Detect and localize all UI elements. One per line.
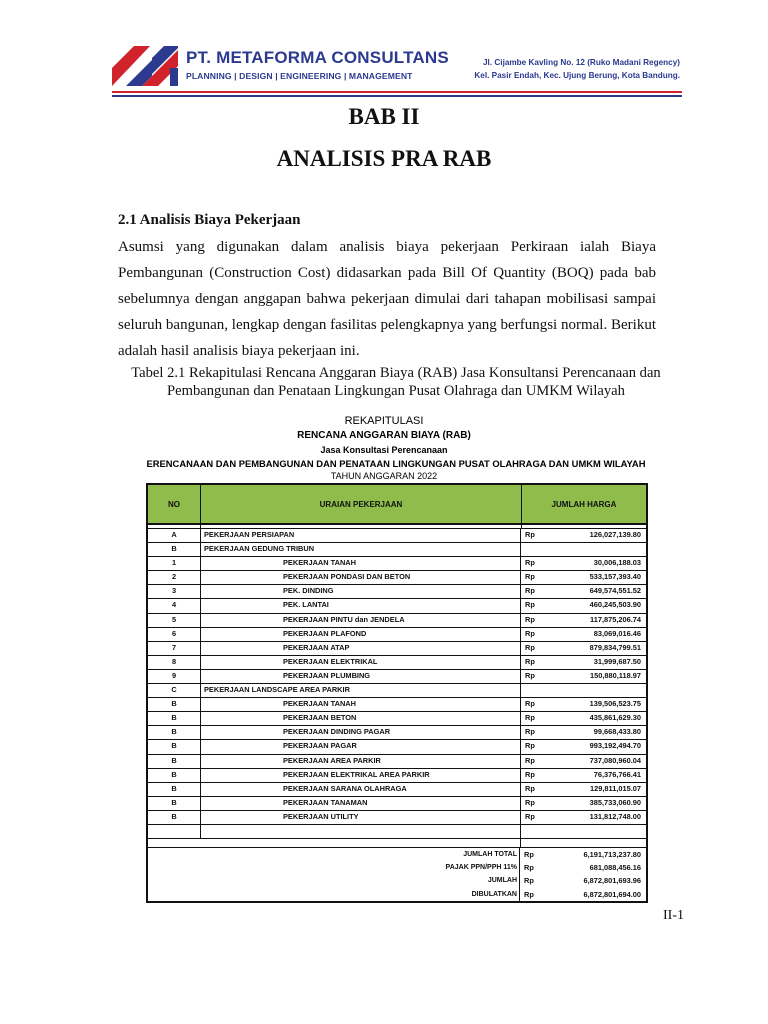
row-currency: Rp: [525, 572, 535, 582]
table-row: [148, 557, 646, 571]
row-uraian: PEKERJAAN PERSIAPAN: [201, 529, 521, 542]
table-row: [148, 656, 646, 670]
total-label: PAJAK PPN/PPH 11%: [148, 861, 520, 874]
row-no: B: [148, 769, 201, 782]
company-tagline: PLANNING | DESIGN | ENGINEERING | MANAGEMENT: [186, 71, 413, 81]
row-currency: Rp: [525, 642, 535, 652]
row-uraian: PEKERJAAN AREA PARKIR: [201, 755, 521, 768]
total-amount: 681,088,456.16: [589, 863, 641, 873]
sheet-title: RENCANA ANGGARAN BIAYA (RAB): [297, 430, 471, 441]
row-amount: 435,861,629.30: [589, 713, 641, 723]
table-row: [148, 571, 646, 585]
paragraph-text: Asumsi yang digunakan dalam analisis biaya pekerjaan Perkiraan ialah Biaya Pembangunan (Construction Cost) didasarkan pada Bill Of Quantity (BOQ) pada bab sebelumnya dengan anggapan bahwa pekerjaan dimulai dari tahapan mobilisasi sampai seluruh bangunan, lengkap dengan fasilitas pelengkapnya yang berfungsi normal. Berikut adalah hasil analisis biaya pekerjaan ini.: [118, 239, 656, 359]
row-uraian: PEKERJAAN PLAFOND: [201, 628, 521, 641]
row-no: 3: [148, 585, 201, 598]
total-amount: 6,872,801,694.00: [583, 889, 641, 899]
address-line: Jl. Cijambe Kavling No. 12 (Ruko Madani Regency): [483, 58, 680, 67]
total-currency: Rp: [524, 849, 534, 859]
row-amount: 126,027,139.80: [589, 530, 641, 539]
row-no: B: [148, 740, 201, 753]
row-currency: Rp: [525, 769, 535, 779]
row-uraian: PEKERJAAN ATAP: [201, 642, 521, 655]
table-row: [148, 599, 646, 613]
row-amount: 76,376,766.41: [593, 769, 641, 779]
row-amount: 117,875,206.74: [590, 614, 641, 624]
row-amount: 30,006,188.03: [593, 558, 641, 568]
row-amount: 99,668,433.80: [593, 727, 641, 737]
table-row: [148, 670, 646, 684]
row-amount: 150,880,118.97: [590, 670, 641, 680]
company-name: PT. METAFORMA CONSULTANS: [186, 48, 449, 67]
row-currency: Rp: [525, 727, 535, 737]
row-amount: [545, 543, 646, 556]
section-paragraph: [118, 234, 656, 364]
total-row: [148, 848, 646, 861]
row-currency: Rp: [525, 755, 535, 765]
table-row: [148, 642, 646, 656]
row-amount: [545, 684, 646, 697]
company-address: [474, 56, 680, 82]
row-no: 2: [148, 571, 201, 584]
chapter-subtitle: ANALISIS PRA RAB: [276, 146, 492, 171]
table-row: [148, 684, 646, 698]
row-currency: Rp: [525, 670, 535, 680]
row-currency: Rp: [525, 811, 535, 821]
row-uraian: PEK. DINDING: [201, 585, 521, 598]
total-row: [148, 888, 646, 901]
table-spacer: [148, 839, 646, 847]
table-totals: [148, 847, 646, 901]
sheet-title: TAHUN ANGGARAN 2022: [330, 471, 438, 481]
sheet-title: ERENCANAAN DAN PEMBANGUNAN DAN PENATAAN LINGKUNGAN PUSAT OLAHRAGA DAN UMKM WILAYAH: [146, 458, 646, 469]
table-row: [148, 698, 646, 712]
row-uraian: PEKERJAAN BETON: [201, 712, 521, 725]
table-header: [148, 485, 646, 525]
table-row: [148, 783, 646, 797]
row-uraian: PEKERJAAN PONDASI DAN BETON: [201, 571, 521, 584]
row-currency: Rp: [525, 530, 535, 539]
sheet-title: REKAPITULASI: [344, 415, 424, 427]
total-amount: 6,872,801,693.96: [583, 876, 641, 886]
total-label: JUMLAH TOTAL: [148, 848, 520, 861]
row-no: 5: [148, 614, 201, 627]
header-divider-blue: [112, 95, 682, 97]
caption-line: Tabel 2.1 Rekapitulasi Rencana Anggaran Biaya (RAB) Jasa Konsultansi Perencanaan dan: [131, 365, 661, 381]
column-header-jumlah: JUMLAH HARGA: [551, 499, 617, 509]
row-uraian: PEKERJAAN TANAH: [201, 557, 521, 570]
column-header-uraian: URAIAN PEKERJAAN: [201, 485, 522, 523]
chapter-title: BAB II: [348, 104, 420, 129]
row-currency: Rp: [525, 713, 535, 723]
table-row: [148, 543, 646, 557]
table-row: [148, 726, 646, 740]
row-no: B: [148, 755, 201, 768]
caption-line: Pembangunan dan Penataan Lingkungan Pusat Olahraga dan UMKM Wilayah: [167, 383, 625, 399]
row-no: 7: [148, 642, 201, 655]
total-label: JUMLAH: [148, 874, 520, 887]
total-row: [148, 861, 646, 874]
table-row: [148, 529, 646, 543]
row-uraian: PEKERJAAN SARANA OLAHRAGA: [201, 783, 521, 796]
total-currency: Rp: [524, 876, 534, 886]
table-row: [148, 628, 646, 642]
table-row: [148, 585, 646, 599]
row-currency: [521, 684, 545, 697]
table-caption: [90, 364, 702, 400]
sheet-title: Jasa Konsultasi Perencanaan: [320, 445, 448, 455]
table-row: [148, 712, 646, 726]
row-uraian: PEKERJAAN PINTU dan JENDELA: [201, 614, 521, 627]
row-uraian: PEKERJAAN PAGAR: [201, 740, 521, 753]
row-currency: Rp: [525, 699, 535, 709]
row-no: 4: [148, 599, 201, 612]
row-currency: Rp: [525, 614, 535, 624]
row-no: 8: [148, 656, 201, 669]
total-currency: Rp: [524, 863, 534, 873]
row-uraian: PEKERJAAN TANAMAN: [201, 797, 521, 810]
row-no: B: [148, 543, 201, 556]
row-currency: [521, 543, 545, 556]
row-uraian: PEKERJAAN ELEKTRIKAL: [201, 656, 521, 669]
row-no: B: [148, 797, 201, 810]
page-number: II-1: [663, 908, 684, 923]
row-amount: 879,834,799.51: [589, 642, 641, 652]
row-uraian: PEKERJAAN PLUMBING: [201, 670, 521, 683]
company-logo-icon: [112, 46, 178, 86]
row-amount: 385,733,060.90: [589, 797, 641, 807]
total-currency: Rp: [524, 889, 534, 899]
row-currency: Rp: [525, 797, 535, 807]
row-currency: Rp: [525, 628, 535, 638]
row-no: B: [148, 726, 201, 739]
row-no: B: [148, 712, 201, 725]
table-row-blank: [148, 825, 646, 839]
company-block: [186, 48, 449, 81]
row-no: A: [148, 529, 201, 542]
row-no: C: [148, 684, 201, 697]
table-row: [148, 614, 646, 628]
row-amount: 993,192,494.70: [589, 741, 641, 751]
row-amount: 139,506,523.75: [589, 699, 641, 709]
row-amount: 460,245,503.90: [589, 600, 641, 610]
row-no: 6: [148, 628, 201, 641]
table-row: [148, 769, 646, 783]
row-amount: 737,080,960.04: [589, 755, 641, 765]
row-amount: 129,811,015.07: [590, 783, 641, 793]
table-row: [148, 811, 646, 825]
row-currency: Rp: [525, 586, 535, 596]
row-uraian: PEKERJAAN UTILITY: [201, 811, 521, 824]
row-currency: Rp: [525, 783, 535, 793]
row-no: 9: [148, 670, 201, 683]
row-uraian: PEKERJAAN GEDUNG TRIBUN: [201, 543, 521, 556]
row-uraian: PEK. LANTAI: [201, 599, 521, 612]
row-no: B: [148, 698, 201, 711]
table-row: [148, 740, 646, 754]
row-no: B: [148, 783, 201, 796]
row-uraian: PEKERJAAN LANDSCAPE AREA PARKIR: [201, 684, 521, 697]
table-body: [148, 529, 646, 825]
row-no: B: [148, 811, 201, 824]
address-line: Kel. Pasir Endah, Kec. Ujung Berung, Kota Bandung.: [474, 71, 680, 80]
row-amount: 649,574,551.52: [589, 586, 641, 596]
rab-table: [146, 483, 648, 903]
total-label: DIBULATKAN: [148, 888, 520, 901]
row-amount: 83,069,016.46: [593, 628, 641, 638]
row-currency: Rp: [525, 741, 535, 751]
row-amount: 533,157,393.40: [589, 572, 641, 582]
table-row: [148, 755, 646, 769]
table-row: [148, 797, 646, 811]
row-no: 1: [148, 557, 201, 570]
row-currency: Rp: [525, 656, 535, 666]
row-currency: Rp: [525, 558, 535, 568]
row-uraian: PEKERJAAN ELEKTRIKAL AREA PARKIR: [201, 769, 521, 782]
row-uraian: PEKERJAAN TANAH: [201, 698, 521, 711]
total-row: [148, 874, 646, 887]
row-amount: 131,812,748.00: [589, 811, 641, 821]
total-amount: 6,191,713,237.80: [583, 849, 641, 859]
row-uraian: PEKERJAAN DINDING PAGAR: [201, 726, 521, 739]
row-currency: Rp: [525, 600, 535, 610]
column-header-no: NO: [148, 485, 201, 523]
header-divider-red: [112, 91, 682, 93]
row-amount: 31,999,687.50: [593, 656, 641, 666]
section-heading: 2.1 Analisis Biaya Pekerjaan: [118, 212, 301, 228]
